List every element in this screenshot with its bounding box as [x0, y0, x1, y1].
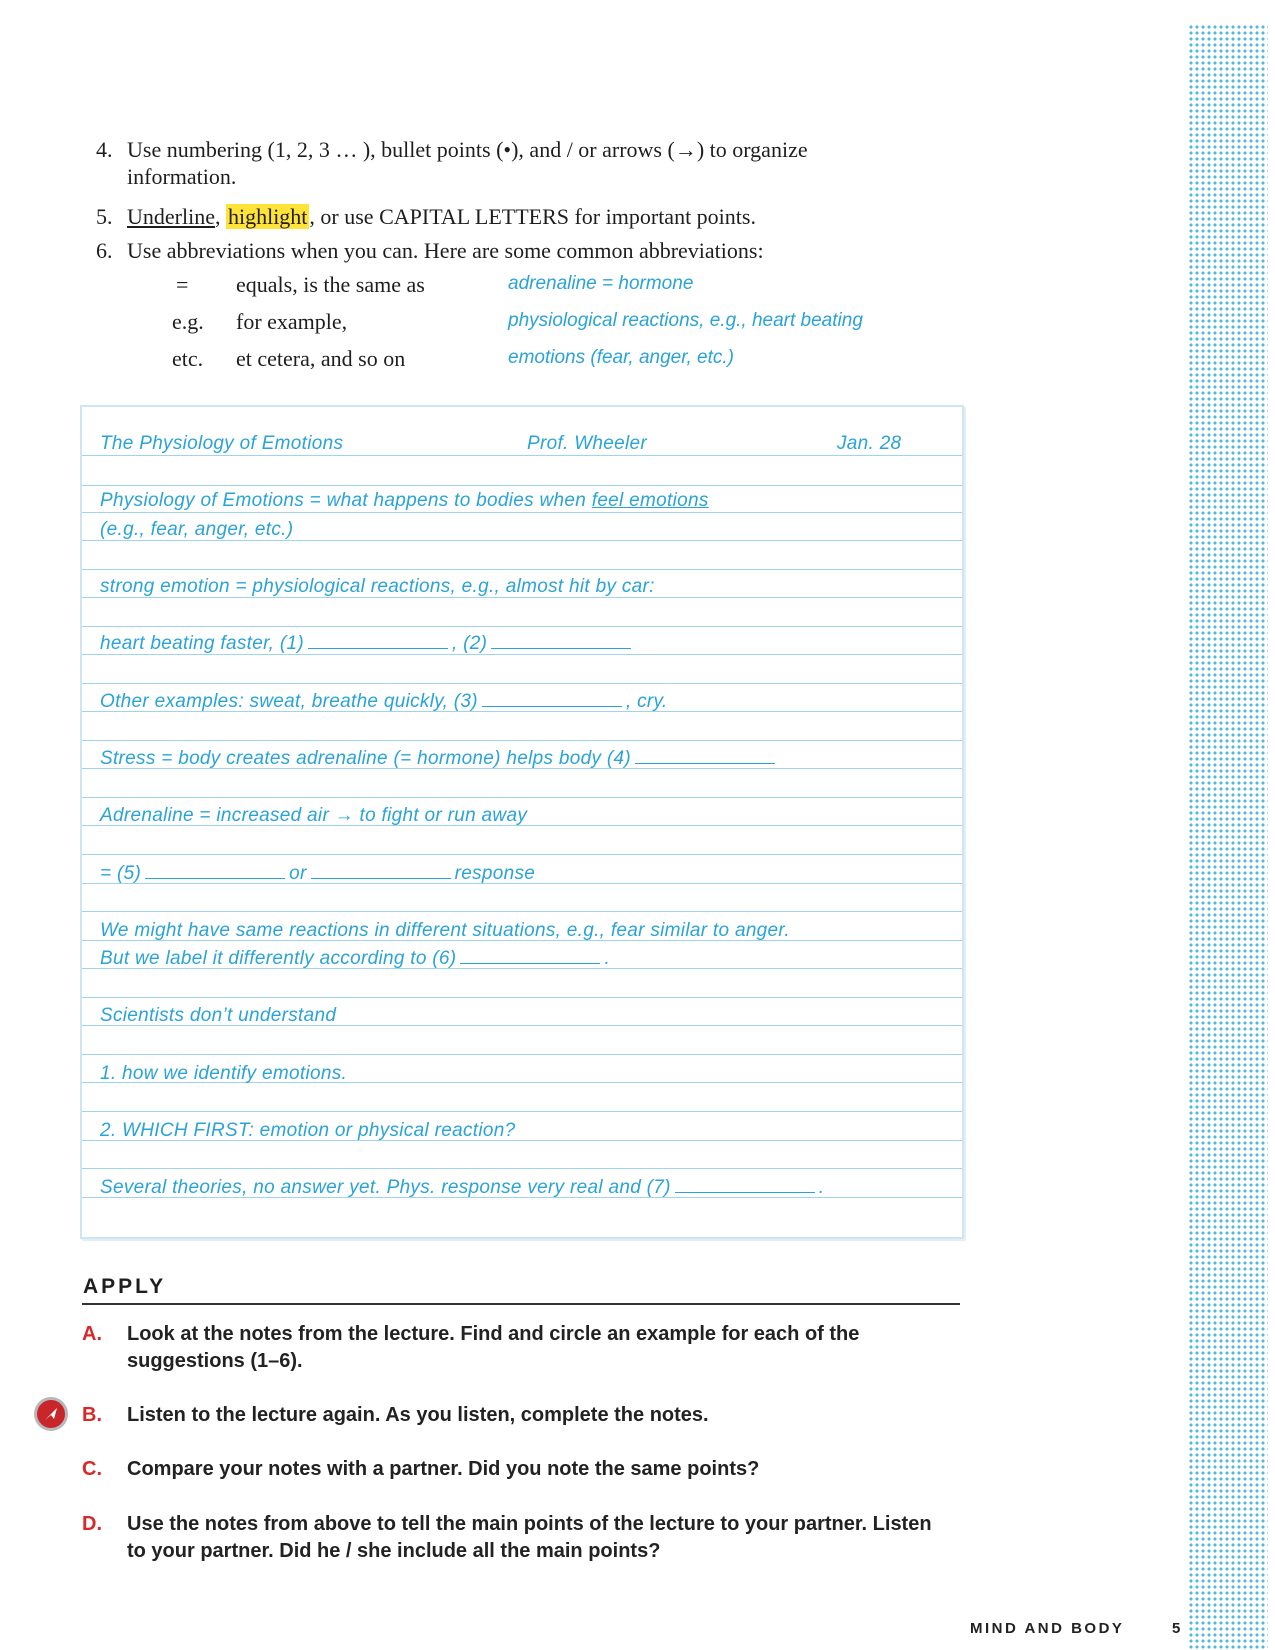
note-line [100, 633, 635, 655]
ruled-line [82, 485, 962, 486]
notes-title: The Physiology of Emotions [100, 433, 344, 454]
rule-text-rest: , or use CAPITAL LETTERS for important points. [309, 204, 756, 229]
task-b [82, 1402, 952, 1429]
task-letter: A. [82, 1323, 102, 1345]
note-text: But we label it differently according to (6) [100, 948, 457, 969]
separator: , [214, 204, 226, 229]
rule-number: 5. [96, 204, 113, 229]
task-text: Look at the notes from the lecture. Find and circle an example for each of the suggestions (1–6). [127, 1323, 860, 1372]
blank-4 [635, 749, 775, 764]
ruled-line [82, 740, 962, 741]
ruled-line [82, 1054, 962, 1055]
note-text: Stress = body creates adrenaline (= hormone) helps body (4) [100, 748, 631, 769]
rule-4 [96, 136, 956, 190]
rule-text [127, 203, 956, 230]
task-letter: C. [82, 1458, 102, 1480]
underlined-note-text: feel emotions [591, 490, 709, 511]
rule-number: 6. [96, 238, 113, 263]
rule-text-continued: information. [127, 164, 237, 189]
ruled-line [82, 1168, 962, 1169]
blank-3 [482, 692, 622, 707]
page-number: 5 [1172, 1620, 1183, 1637]
note-text: . [604, 948, 611, 969]
abbreviation-meaning: for example, [236, 309, 348, 334]
note-line: We might have same reactions in different situations, e.g., fear similar to anger. [100, 920, 790, 941]
task-text: Listen to the lecture again. As you listen, complete the notes. [127, 1404, 709, 1426]
apply-heading: APPLY [83, 1275, 167, 1298]
note-line: 1. how we identify emotions. [100, 1063, 348, 1084]
abbreviation-row [0, 346, 1000, 376]
ruled-line [82, 1111, 962, 1112]
note-line: (e.g., fear, anger, etc.) [100, 519, 294, 540]
ruled-line [82, 512, 962, 513]
abbreviation-example: emotions (fear, anger, etc.) [508, 347, 735, 368]
ruled-line [82, 797, 962, 798]
task-text: Compare your notes with a partner. Did you note the same points? [127, 1458, 760, 1480]
note-line [100, 748, 779, 770]
blank-5a [145, 864, 285, 879]
abbreviation-symbol: e.g. [172, 309, 204, 334]
rule-text: Use abbreviations when you can. Here are some common abbreviations: [127, 238, 764, 263]
ruled-line [82, 626, 962, 627]
note-text: heart beating faster, (1) [100, 633, 304, 654]
abbreviation-symbol: etc. [172, 346, 204, 371]
note-line [100, 691, 668, 713]
blank-2 [491, 634, 631, 649]
note-line: 2. WHICH FIRST: emotion or physical reaction? [100, 1120, 516, 1141]
decorative-dot-strip [1188, 24, 1268, 1650]
footer-section-name: MIND AND BODY [970, 1620, 1125, 1637]
abbreviation-symbol: = [176, 272, 189, 297]
ruled-line [82, 997, 962, 998]
blank-6 [460, 949, 600, 964]
rule-text: Use numbering (1, 2, 3 … ), bullet points (•), and / or arrows (→) to organize [127, 137, 808, 162]
ruled-line [82, 569, 962, 570]
abbreviation-example: adrenaline = hormone [508, 273, 694, 294]
note-line: Adrenaline = increased air → to fight or run away [100, 805, 528, 826]
abbreviation-example: physiological reactions, e.g., heart beating [508, 310, 863, 331]
rule-5 [96, 203, 956, 230]
note-text: . [818, 1177, 825, 1198]
section-divider [82, 1303, 960, 1305]
abbreviation-row [0, 272, 1000, 302]
note-text: , (2) [451, 633, 488, 654]
abbreviation-meaning: et cetera, and so on [236, 346, 406, 371]
task-letter: B. [82, 1404, 102, 1426]
task-d [82, 1511, 952, 1565]
note-line [100, 490, 709, 512]
note-line: Scientists don’t understand [100, 1005, 337, 1026]
ruled-line [82, 854, 962, 855]
note-text: response [454, 863, 536, 884]
abbreviation-row [0, 309, 1000, 339]
note-line [100, 1177, 824, 1199]
rule-number: 4. [96, 137, 113, 162]
note-line [100, 948, 610, 970]
ruled-line [82, 911, 962, 912]
note-line: strong emotion = physiological reactions, e.g., almost hit by car: [100, 576, 655, 597]
notes-professor: Prof. Wheeler [527, 433, 648, 454]
task-c [82, 1456, 952, 1483]
ruled-line [82, 683, 962, 684]
audio-track-icon[interactable] [34, 1397, 68, 1431]
task-letter: D. [82, 1513, 102, 1535]
underline-example: Underline [127, 204, 215, 229]
ruled-line [82, 455, 962, 456]
blank-5b [311, 864, 451, 879]
rule-6 [96, 237, 956, 264]
note-text: Several theories, no answer yet. Phys. response very real and (7) [100, 1177, 671, 1198]
abbreviation-meaning: equals, is the same as [236, 272, 425, 297]
task-text: Use the notes from above to tell the main points of the lecture to your partner. Listen to your partner. Did he / she include all the main points? [127, 1513, 932, 1562]
notes-date: Jan. 28 [837, 433, 902, 454]
blank-1 [308, 634, 448, 649]
note-text: or [289, 863, 307, 884]
note-text: Other examples: sweat, breathe quickly, (3) [100, 691, 478, 712]
note-text: Physiology of Emotions = what happens to bodies when [100, 490, 592, 511]
highlight-example: highlight [227, 204, 308, 229]
note-text: , cry. [625, 691, 668, 712]
note-line [100, 863, 535, 885]
blank-7 [675, 1178, 815, 1193]
note-text: = (5) [100, 863, 142, 884]
task-a [82, 1321, 952, 1375]
lecture-notes-notebook [80, 405, 964, 1239]
